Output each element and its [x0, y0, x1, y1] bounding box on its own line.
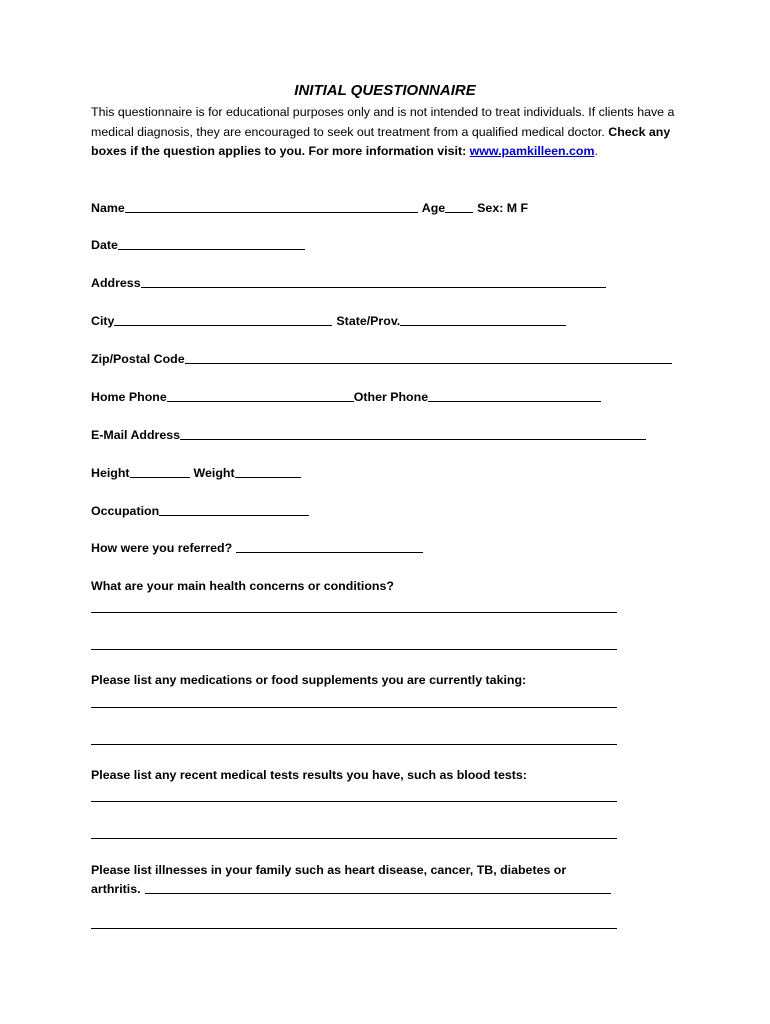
occupation-field[interactable]	[159, 503, 309, 516]
email-row	[91, 427, 646, 442]
address-field[interactable]	[141, 275, 606, 288]
name-label: Name	[91, 201, 125, 215]
height-field[interactable]	[130, 465, 190, 478]
home-phone-field[interactable]	[167, 389, 354, 402]
address-row	[91, 275, 606, 290]
family-question-line-2: arthritis.	[91, 882, 141, 896]
zip-label: Zip/Postal Code	[91, 352, 185, 366]
tests-answer-line-2[interactable]	[91, 838, 617, 839]
intro-end: .	[594, 144, 598, 158]
age-field[interactable]	[445, 200, 473, 213]
zip-field[interactable]	[185, 351, 672, 364]
family-question-row-2	[91, 881, 611, 896]
date-label: Date	[91, 238, 118, 252]
referred-label: How were you referred?	[91, 541, 233, 555]
concerns-question: What are your main health concerns or conditions?	[91, 579, 394, 593]
tests-question: Please list any recent medical tests results you have, such as blood tests:	[91, 768, 527, 782]
website-link[interactable]: www.pamkilleen.com	[469, 144, 595, 158]
state-field[interactable]	[400, 313, 566, 326]
other-phone-label: Other Phone	[353, 390, 429, 404]
date-row	[91, 237, 305, 252]
city-field[interactable]	[114, 313, 332, 326]
age-label: Age	[421, 201, 446, 215]
medications-answer-line-1[interactable]	[91, 707, 617, 708]
tests-answer-line-1[interactable]	[91, 801, 617, 802]
medications-question: Please list any medications or food supplements you are currently taking:	[91, 673, 527, 687]
occupation-label: Occupation	[91, 504, 160, 518]
family-question-line-1: Please list illnesses in your family such as heart disease, cancer, TB, diabetes or	[91, 863, 567, 877]
name-row	[91, 200, 528, 215]
page-title: INITIAL QUESTIONNAIRE	[294, 82, 476, 99]
city-row	[91, 313, 566, 328]
referred-field[interactable]	[236, 540, 423, 553]
intro-text: This questionnaire is for educational purposes only and is not intended to treat individuals. If clients have a medical diagnosis, they are encouraged to seek out treatment from a qualified medical doctor.	[91, 105, 675, 139]
sex-label[interactable]: Sex: M F	[477, 201, 529, 215]
height-weight-row	[91, 465, 301, 480]
occupation-row	[91, 503, 309, 518]
weight-field[interactable]	[235, 465, 301, 478]
date-field[interactable]	[118, 237, 305, 250]
concerns-answer-line-2[interactable]	[91, 649, 617, 650]
city-label: City	[91, 314, 115, 328]
family-answer-line-1[interactable]	[145, 881, 611, 894]
weight-label: Weight	[193, 466, 235, 480]
height-label: Height	[91, 466, 130, 480]
intro-paragraph	[91, 103, 681, 162]
intro-instruction: Check any boxes if the question applies to you. For more information visit:	[91, 124, 671, 158]
name-field[interactable]	[125, 200, 418, 213]
email-field[interactable]	[180, 427, 646, 440]
medications-answer-line-2[interactable]	[91, 744, 617, 745]
email-label: E-Mail Address	[91, 428, 181, 442]
family-answer-line-2[interactable]	[91, 928, 617, 929]
referred-row	[91, 540, 423, 555]
home-phone-label: Home Phone	[91, 390, 167, 404]
zip-row	[91, 351, 672, 366]
other-phone-field[interactable]	[428, 389, 601, 402]
phone-row	[91, 389, 601, 404]
concerns-answer-line-1[interactable]	[91, 612, 617, 613]
address-label: Address	[91, 276, 141, 290]
state-label: State/Prov.	[336, 314, 401, 328]
